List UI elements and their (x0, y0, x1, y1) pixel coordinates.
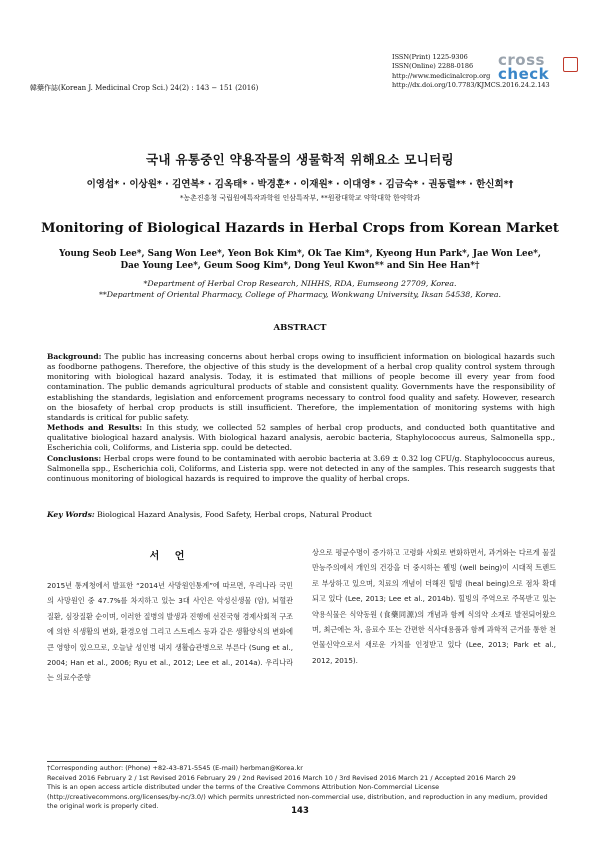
journal-url-link[interactable]: http://www.medicinalcrop.org (392, 71, 491, 80)
affiliation-1: *Department of Herbal Crop Research, NIHHS, RDA, Eumseong 27709, Korea. (143, 279, 457, 288)
corresponding-author: †Corresponding author: (Phone) +82-43-871-5545 (E-mail) herbman@Korea.kr (47, 764, 303, 772)
conclusions-label: Conclusions: (47, 453, 102, 463)
methods-label: Methods and Results: (47, 423, 143, 433)
footnote (47, 764, 557, 812)
keywords-text: Biological Hazard Analysis, Food Safety, Herbal crops, Natural Product (94, 510, 372, 519)
keywords (47, 510, 555, 519)
introduction-right-column: 상으로 평균수명이 증가하고 고령화 사회로 변화하면서, 과거와는 다르게 물질만능주의에서 개인의 건강을 더 중시하는 웰빙 (well being)이 시대적 트렌드로 부상하고 있으며, 치료의 개념이 더해진 힐빙 (heal being)으로 점차 확대되고 있다 (Lee, 2013; Lee et al., 2014b). 힐빙의 주역으로 주목받고 있는 약용식물은 식약동원 (食藥同源)의 개념과 함께 식의약 소재로 발전되어왔으며, 최근에는 차, 음료수 또는 간편한 식사대용품과 함께 과학적 근거를 통한 천연물신약으로서 새로운 가치를 인정받고 있다 (Lee, 2013; Park et al., 2012, 2015). (312, 548, 556, 665)
abstract-conclusions (47, 454, 555, 484)
crossmark-check-icon (563, 57, 578, 72)
crossmark-badge[interactable] (498, 53, 578, 91)
page-number: 143 (291, 806, 309, 816)
crossmark-top-text: cross (498, 51, 545, 69)
english-title: Monitoring of Biological Hazards in Herbal Crops from Korean Market (41, 221, 559, 236)
english-authors (30, 248, 570, 272)
english-authors-line-1: Young Seob Lee*, Sang Won Lee*, Yeon Bok Kim*, Ok Tae Kim*, Kyeong Hun Park*, Jae Won Lee*, (59, 249, 541, 259)
received-dates: Received 2016 February 2 / 1st Revised 2016 February 29 / 2nd Revised 2016 March 10 / 3rd Revised 2016 March 21 / Accepted 2016 March 29 (47, 773, 516, 782)
footnote-divider (47, 761, 157, 762)
issn-online: ISSN(Online) 2288-0186 (392, 62, 474, 71)
abstract-methods (47, 423, 555, 453)
keywords-label: Key Words: (47, 510, 95, 519)
english-affiliations (30, 278, 570, 300)
introduction-left-column: 2015년 통계청에서 발표한 “2014년 사망원인통계”에 따르면, 우리나라 국민의 사망원인 중 47.7%를 차지하고 있는 3대 사인은 악성신생물 (암), 뇌혈관 질환, 심장질환 순이며, 이러한 질병의 발생과 진행에 선진국형 경제사회적 구조에 의한 식생활의 변화, 환경오염 그리고 스트레스 등과 같은 생활양식의 변화에 큰 영향이 있으므로, 오늘날 성인병 내지 생활습관병으로 부른다 (Sung et al., 2004; Han et al., 2006; Ryu et al., 2012; Lee et al., 2014a). 우리나라는 의료수준향 (47, 581, 293, 683)
conclusions-text: Herbal crops were found to be contaminated with aerobic bacteria at 3.69 ± 0.32 log CFU/g. Staphylococcus aureus, Salmonella spp., Escherichia coli, Coliforms, and Listeria spp. were not detected in any of the samples. This research suggests that continuous monitoring of biological hazards is required to improve the quality of herbal crops. (47, 453, 555, 483)
affiliation-2: **Department of Oriental Pharmacy, College of Pharmacy, Wonkwang University, Iksan 54538, Korea. (98, 290, 502, 299)
abstract-body (47, 352, 555, 484)
issn-print: ISSN(Print) 1225-9306 (392, 53, 468, 61)
methods-text: In this study, we collected 52 samples of herbal crop products, and conducted both quantitative and qualitative biological hazard analysis. With biological hazard analysis, aerobic bacteria, Staphylococcus aureus, Salmonella spp., Escherichia coli, Coliforms, and Listeria spp. could be detected. (47, 423, 555, 453)
background-label: Background: (47, 352, 102, 361)
korean-affiliation: *농촌진흥청 국립원예특작과학원 인삼특작부, **원광대학교 약학대학 한약학과 (179, 194, 421, 202)
introduction-heading: 서 언 (149, 551, 191, 562)
journal-citation: 韓藥作誌(Korean J. Medicinal Crop Sci.) 24(2) : 143 − 151 (2016) (30, 84, 259, 92)
crossmark-bottom-text: check (498, 65, 550, 83)
english-authors-line-2: Dae Young Lee*, Geum Soog Kim*, Dong Yeul Kwon** and Sin Hee Han*† (120, 261, 480, 271)
doi-link[interactable]: http://dx.doi.org/10.7783/KJMCS.2016.24.2.143 (392, 80, 550, 89)
korean-authors: 이영섭* · 이상원* · 김연복* · 김옥태* · 박경훈* · 이재원* · 이대영* · 김금숙* · 권동렬** · 한신희*† (86, 179, 514, 190)
abstract-background (47, 352, 555, 423)
background-text: The public has increasing concerns about herbal crops owing to insufficient information on biological hazards such as foodborne pathogens. Therefore, the objective of this study is the development of a herbal crop quality control system through monitoring with biological hazard analysis. Today, it is estimated that millions of people become ill every year from food contamination. The public demands agricultural products of stable and consistent quality. Governments have the responsibility of establishing the standards, legislation and enforcement programs necessary to control food quality and safety. However, research on the biosafety of herbal crop products is still insufficient. Therefore, the implementation of monitoring systems with high standards is critical for public safety. (47, 352, 555, 422)
abstract-heading: ABSTRACT (273, 323, 327, 333)
license-text: This is an open access article distributed under the terms of the Creative Commons Attribution Non-Commercial License (http://creativecommons.org/licenses/by-nc/3.0/) which permits unrestricted non-commercial use, distribution, and reproduction in any medium, provided the original work is properly cited. (47, 783, 548, 811)
korean-title: 국내 유통중인 약용작물의 생물학적 위해요소 모니터링 (146, 152, 454, 167)
